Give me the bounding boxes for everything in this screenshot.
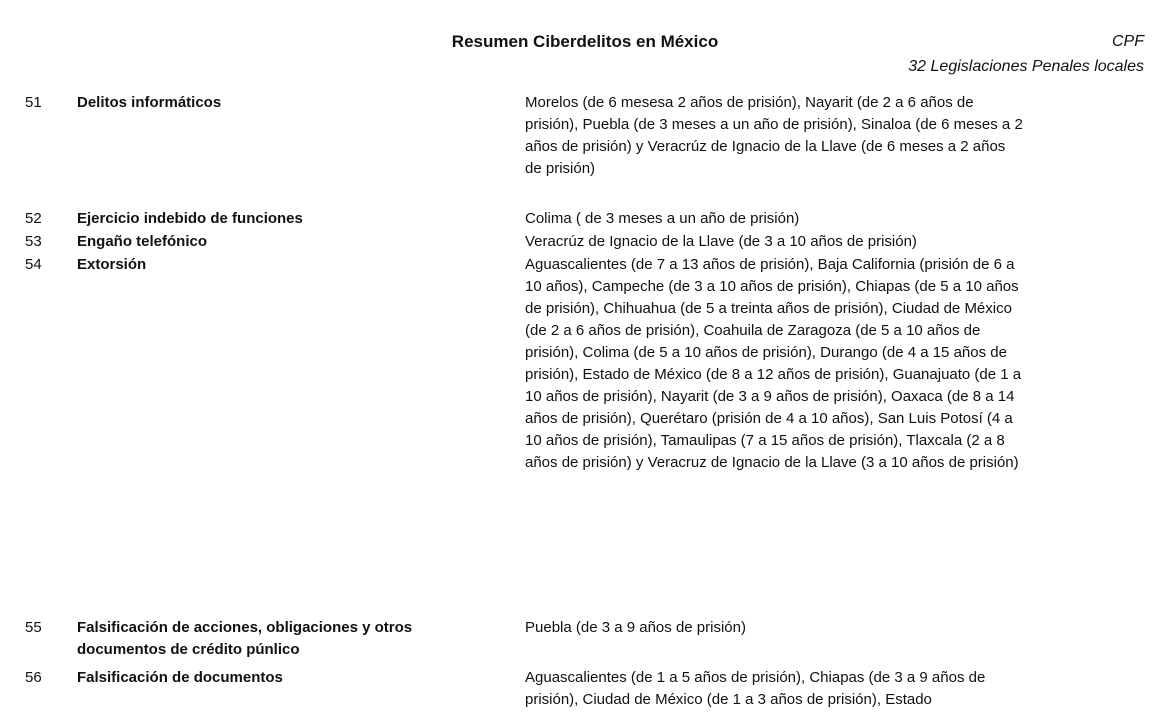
offense-name: Ejercicio indebido de funciones (77, 210, 303, 227)
row-number: 56 (25, 669, 42, 686)
offense-penalties: Colima ( de 3 meses a un año de prisión) (525, 210, 800, 227)
offense-name: Engaño telefónico (77, 233, 208, 250)
table-row (0, 231, 1154, 254)
row-number: 51 (25, 94, 42, 111)
table-row (0, 254, 1154, 617)
cpf-label: CPF (1112, 33, 1144, 50)
table-row (0, 617, 1154, 667)
row-number: 54 (25, 256, 42, 273)
offense-name: Extorsión (77, 256, 147, 273)
table-row (0, 667, 1154, 727)
row-number: 52 (25, 210, 42, 227)
offense-name: Falsificación de acciones, obligaciones y otros documentos de crédito púnlico (77, 619, 413, 658)
offense-penalties: Aguascalientes (de 1 a 5 años de prisión), Chiapas (de 3 a 9 años de prisión), Ciudad de México (de 1 a 3 años de prisión), Estado (525, 669, 986, 708)
offense-penalties: Veracrúz de Ignacio de la Llave (de 3 a 10 años de prisión) (525, 233, 917, 250)
row-number: 53 (25, 233, 42, 250)
page-title: Resumen Ciberdelitos en México (451, 32, 719, 51)
table-row (0, 92, 1154, 208)
row-number: 55 (25, 619, 42, 636)
table-row (0, 208, 1154, 231)
offense-penalties: Morelos (de 6 mesesa 2 años de prisión), Nayarit (de 2 a 6 años de prisión), Puebla (de 3 meses a un año de prisión), Sinaloa (de 6 meses a 2 años de prisión) y Veracrúz de Ignacio de la Llave (de 6 meses a 2 años de prisión) (525, 94, 1023, 177)
offense-penalties: Aguascalientes (de 7 a 13 años de prisión), Baja California (prisión de 6 a 10 años), Campeche (de 3 a 10 años de prisión), Chiapas (de 5 a 10 años de prisión), Chihuahua (de 5 a treinta años de prisión), Ciudad de México (de 2 a 6 años de prisión), Coahuila de Zaragoza (de 5 a 10 años de prisión), Colima (de 5 a 10 años de prisión), Durango (de 4 a 15 años de prisión), Estado de México (de 8 a 12 años de prisión), Guanajuato (de 1 a 10 años de prisión), Nayarit (de 3 a 9 años de prisión), Oaxaca (de 8 a 14 años de prisión), Querétaro (prisión de 4 a 10 años), San Luis Potosí (4 a 10 años de prisión), Tamaulipas (7 a 15 años de prisión), Tlaxcala (2 a 8 años de prisión) y Veracruz de Ignacio de la Llave (3 a 10 años de prisión) (525, 256, 1022, 471)
page-subtitle: 32 Legislaciones Penales locales (908, 58, 1144, 75)
offense-name: Falsificación de documentos (77, 669, 283, 686)
offense-penalties: Puebla (de 3 a 9 años de prisión) (525, 619, 746, 636)
offense-name: Delitos informáticos (77, 94, 222, 111)
offense-table (0, 92, 1154, 727)
